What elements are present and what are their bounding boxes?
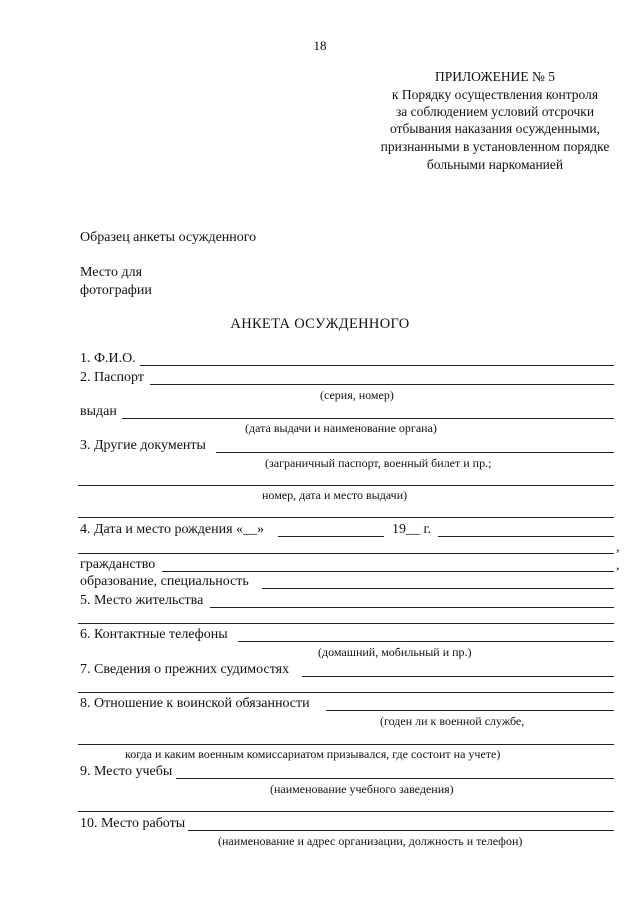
birth-place-input-line[interactable]	[438, 536, 614, 537]
residence-label: 5. Место жительства	[80, 593, 204, 608]
appendix-line: больными наркоманией	[426, 157, 564, 172]
military-hint: (годен ли к военной службе,	[380, 714, 525, 728]
military-input-line[interactable]	[326, 710, 614, 711]
phones-label: 6. Контактные телефоны	[80, 627, 228, 642]
phones-input-line[interactable]	[238, 641, 614, 642]
other-docs-input-line-3[interactable]	[78, 517, 614, 518]
other-docs-input-line[interactable]	[216, 452, 614, 453]
appendix-line: признанными в установленном порядке	[380, 139, 610, 154]
appendix-line: за соблюдением условий отсрочки	[395, 104, 595, 119]
citizenship-comma: ,	[616, 558, 620, 573]
other-docs-input-line-2[interactable]	[78, 485, 614, 486]
study-input-line-2[interactable]	[78, 811, 614, 812]
fio-input-line[interactable]	[140, 365, 614, 366]
residence-input-line[interactable]	[210, 607, 614, 608]
appendix-title: ПРИЛОЖЕНИЕ № 5	[434, 69, 556, 84]
military-label: 8. Отношение к воинской обязанности	[80, 696, 310, 711]
convictions-input-line-2[interactable]	[78, 692, 614, 693]
other-docs-label: 3. Другие документы	[80, 438, 206, 453]
passport-input-line[interactable]	[150, 384, 614, 385]
appendix-line: к Порядку осуществления контроля	[391, 87, 599, 102]
issued-label: выдан	[80, 404, 117, 419]
work-hint: (наименование и адрес организации, должность и телефон)	[218, 834, 523, 848]
work-input-line[interactable]	[188, 830, 614, 831]
other-docs-hint-2: номер, дата и место выдачи)	[262, 488, 408, 502]
study-input-line[interactable]	[176, 778, 614, 779]
photo-place-line2: фотографии	[80, 283, 152, 298]
page-number: 18	[313, 38, 327, 53]
birth-label: 4. Дата и место рождения «__»	[80, 522, 265, 537]
study-label: 9. Место учебы	[80, 764, 173, 779]
military-input-line-2[interactable]	[78, 744, 614, 745]
form-title: АНКЕТА ОСУЖДЕННОГО	[230, 316, 410, 332]
military-hint-2: когда и каким военным комиссариатом призывался, где состоит на учете)	[125, 747, 501, 761]
birth-comma: ,	[616, 540, 620, 555]
issued-input-line[interactable]	[122, 418, 614, 419]
citizenship-input-line[interactable]	[162, 571, 614, 572]
passport-label: 2. Паспорт	[80, 370, 144, 385]
photo-place-line1: Место для	[80, 265, 143, 280]
birth-date-input-line[interactable]	[278, 536, 384, 537]
residence-input-line-2[interactable]	[78, 623, 614, 624]
sample-label: Образец анкеты осужденного	[80, 230, 257, 245]
passport-hint: (серия, номер)	[320, 388, 394, 402]
issued-hint: (дата выдачи и наименование органа)	[245, 421, 437, 435]
convictions-label: 7. Сведения о прежних судимостях	[80, 662, 290, 677]
appendix-line: отбывания наказания осужденными,	[390, 121, 600, 136]
education-input-line[interactable]	[262, 588, 614, 589]
education-label: образование, специальность	[80, 574, 249, 589]
other-docs-hint: (заграничный паспорт, военный билет и пр.;	[265, 456, 492, 470]
birth-place-input-line-2[interactable]	[78, 553, 614, 554]
birth-year-label: 19__ г.	[392, 522, 432, 537]
study-hint: (наименование учебного заведения)	[270, 782, 454, 796]
fio-label: 1. Ф.И.О.	[80, 351, 136, 366]
phones-hint: (домашний, мобильный и пр.)	[318, 645, 472, 659]
work-label: 10. Место работы	[80, 816, 186, 831]
convictions-input-line[interactable]	[302, 676, 614, 677]
citizenship-label: гражданство	[80, 557, 156, 572]
